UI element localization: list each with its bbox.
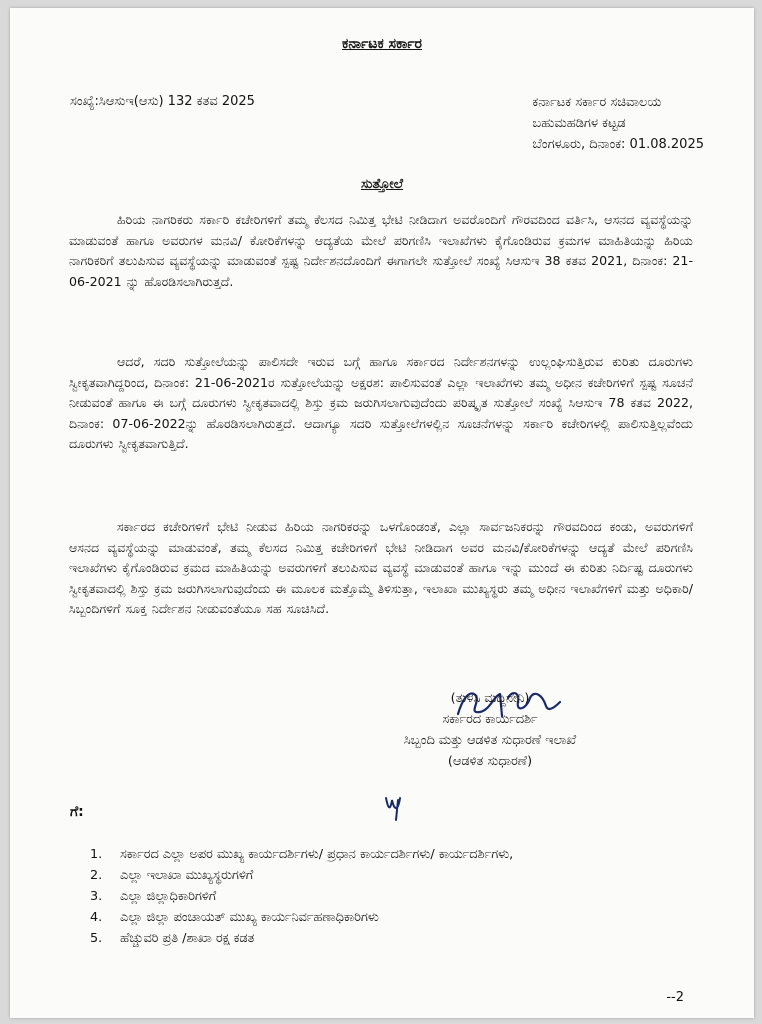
reference-number: ಸಂಖ್ಯೆ:ಸಿಆಸುಇ(ಆಸು) 132 ಕತವ 2025: [70, 94, 255, 109]
body-paragraph-3: ಸರ್ಕಾರದ ಕಚೇರಿಗಳಿಗೆ ಭೇಟಿ ನೀಡುವ ಹಿರಿಯ ನಾಗರಿಕರನ್ನು ಒಳಗೊಂಡಂತೆ, ಎಲ್ಲಾ ಸಾರ್ವಜನಿಕರನ್ನು ಗೌರವದಿಂದ ಕಂಡು, ಅವರುಗಳಿಗೆ ಆಸನದ ವ್ಯವಸ್ಥೆಯನ್ನು ಮಾಡುವಂತೆ, ತಮ್ಮ ಕೆಲಸದ ನಿಮಿತ್ತ ಕಚೇರಿಗಳಿಗೆ ಭೇಟಿ ನೀಡಿದಾಗ ಅವರ ಮನವಿ/ಕೋರಿಕೆಗಳನ್ನು ಆದ್ಯತೆ ಮೇಲೆ ಪರಿಗಣಿಸಿ ಇಲಾಖೆಗಳು ಕೈಗೊಂಡಿರುವ ಕ್ರಮದ ಮಾಹಿತಿಯನ್ನು ಅವರುಗಳಿಗೆ ತಲುಪಿಸುವ ವ್ಯವಸ್ಥೆ ಮಾಡುವಂತೆ ಹಾಗೂ ಇನ್ನು ಮುಂದೆ ಈ ಕುರಿತು ನಿರ್ದಿಷ್ಟ ದೂರುಗಳು ಸ್ವೀಕೃತವಾದಲ್ಲಿ ಶಿಸ್ತು ಕ್ರಮ ಜರುಗಿಸಲಾಗುವುದೆಂದು ಈ ಮೂಲಕ ಮತ್ತೊಮ್ಮೆ ತಿಳಿಸುತ್ತಾ, ಇಲಾಖಾ ಮುಖ್ಯಸ್ಥರು ತಮ್ಮ ಅಧೀನ ಇಲಾಖೆಗಳಿಗೆ ಮತ್ತು ಅಧಿಕಾರಿ/ಸಿಬ್ಬಂದಿಗಳಿಗೆ ಸೂಕ್ತ ನಿರ್ದೇಶನ ನೀಡುವಂತೆಯೂ ಸಹ ಸೂಚಿಸಿದೆ.: [69, 519, 693, 616]
signature-block: [360, 688, 620, 772]
document-page: [10, 8, 754, 1018]
address-line-2: ಬಹುಮಹಡಿಗಳ ಕಟ್ಟಡ: [532, 116, 626, 131]
list-item: [90, 907, 670, 928]
distribution-list: [90, 844, 670, 949]
signatory-designation: ಸರ್ಕಾರದ ಕಾರ್ಯದರ್ಶಿ: [442, 712, 538, 727]
list-item-number: 1.: [90, 847, 103, 862]
recipients-label: ಗೆ:: [70, 804, 84, 820]
government-header: ಕರ್ನಾಟಕ ಸರ್ಕಾರ: [342, 36, 422, 52]
list-item-number: 4.: [90, 910, 103, 925]
list-item: [90, 865, 670, 886]
signatory-section: (ಆಡಳಿತ ಸುಧಾರಣೆ): [447, 754, 533, 769]
address-line-1: ಕರ್ನಾಟಕ ಸರ್ಕಾರ ಸಚಿವಾಲಯ: [532, 95, 662, 110]
list-item-text: ಹೆಚ್ಚುವರಿ ಪ್ರತಿ /ಶಾಖಾ ರಕ್ಷ ಕಡತ: [120, 931, 255, 946]
signatory-department: ಸಿಬ್ಬಂದಿ ಮತ್ತು ಆಡಳಿತ ಸುಧಾರಣೆ ಇಲಾಖೆ: [403, 733, 577, 748]
signatory-name: (ತುಳಸಿ ಮದ್ದಿನೇನಿ): [450, 691, 530, 706]
list-item: [90, 844, 670, 865]
address-date-line: ಬೆಂಗಳೂರು, ದಿನಾಂಕ: 01.08.2025: [532, 137, 704, 152]
list-item-number: 3.: [90, 889, 103, 904]
list-item: [90, 886, 670, 907]
circular-title: ಸುತ್ತೋಲೆ: [360, 176, 404, 192]
body-paragraph-1: ಹಿರಿಯ ನಾಗರಿಕರು ಸರ್ಕಾರಿ ಕಚೇರಿಗಳಿಗೆ ತಮ್ಮ ಕೆಲಸದ ನಿಮಿತ್ತ ಭೇಟಿ ನೀಡಿದಾಗ ಅವರೊಂದಿಗೆ ಗೌರವದಿಂದ ವರ್ತಿಸಿ, ಆಸನದ ವ್ಯವಸ್ಥೆಯನ್ನು ಮಾಡುವಂತೆ ಹಾಗೂ ಅವರುಗಳ ಮನವಿ/ ಕೋರಿಕೆಗಳನ್ನು ಆದ್ಯತೆಯ ಮೇಲೆ ಪರಿಗಣಿಸಿ ಇಲಾಖೆಗಳು ಕೈಗೊಂಡಿರುವ ಕ್ರಮಗಳ ಮಾಹಿತಿಯನ್ನು ಹಿರಿಯ ನಾಗರಿಕರಿಗೆ ತಲುಪಿಸುವ ವ್ಯವಸ್ಥೆಯನ್ನು ಮಾಡುವಂತೆ ಸ್ಪಷ್ಟ ನಿರ್ದೇಶನದೊಂದಿಗೆ ಈಗಾಗಲೇ ಸುತ್ತೋಲೆ ಸಂಖ್ಯೆ ಸಿಆಸುಇ 38 ಕತವ 2021, ದಿನಾಂಕ: 21-06-2021 ನ್ನು ಹೊರಡಿಸಲಾಗಿರುತ್ತದೆ.: [69, 212, 693, 289]
list-item-number: 5.: [90, 931, 103, 946]
list-item-text: ಸರ್ಕಾರದ ಎಲ್ಲಾ ಅಪರ ಮುಖ್ಯ ಕಾರ್ಯದರ್ಶಿಗಳು/ ಪ್ರಧಾನ ಕಾರ್ಯದರ್ಶಿಗಳು/ ಕಾರ್ಯದರ್ಶಿಗಳು,: [120, 847, 514, 862]
list-item-number: 2.: [90, 868, 103, 883]
initials-mark: [380, 788, 416, 824]
list-item-text: ಎಲ್ಲಾ ಇಲಾಖಾ ಮುಖ್ಯಸ್ಥರುಗಳಿಗೆ: [120, 868, 254, 883]
list-item: [90, 928, 670, 949]
list-item-text: ಎಲ್ಲಾ ಜಿಲ್ಲಾ ಪಂಚಾಯತ್ ಮುಖ್ಯ ಕಾರ್ಯನಿರ್ವಹಣಾಧಿಕಾರಿಗಳು: [120, 910, 379, 925]
body-paragraph-2: ಆದರೆ, ಸದರಿ ಸುತ್ತೋಲೆಯನ್ನು ಪಾಲಿಸದೇ ಇರುವ ಬಗ್ಗೆ ಹಾಗೂ ಸರ್ಕಾರದ ನಿರ್ದೇಶನಗಳನ್ನು ಉಲ್ಲಂಘಿಸುತ್ತಿರುವ ಕುರಿತು ದೂರುಗಳು ಸ್ವೀಕೃತವಾಗಿದ್ದರಿಂದ, ದಿನಾಂಕ: 21-06-2021ರ ಸುತ್ತೋಲೆಯನ್ನು ಅಕ್ಷರಶ: ಪಾಲಿಸುವಂತೆ ಎಲ್ಲಾ ಇಲಾಖೆಗಳು ತಮ್ಮ ಅಧೀನ ಕಚೇರಿಗಳಿಗೆ ಸ್ಪಷ್ಟ ಸೂಚನೆ ನೀಡುವಂತೆ ಹಾಗೂ ಈ ಬಗ್ಗೆ ದೂರುಗಳು ಸ್ವೀಕೃತವಾದಲ್ಲಿ ಶಿಸ್ತು ಕ್ರಮ ಜರುಗಿಸಲಾಗುವುದೆಂದು ಪರಿಷ್ಕೃತ ಸುತ್ತೋಲೆ ಸಂಖ್ಯೆ ಸಿಆಸುಇ 78 ಕತವ 2022, ದಿನಾಂಕ: 07-06-2022ನ್ನು ಹೊರಡಿಸಲಾಗಿರುತ್ತದೆ. ಆದಾಗ್ಯೂ ಸದರಿ ಸುತ್ತೋಲೆಗಳಲ್ಲಿನ ಸೂಚನೆಗಳನ್ನು ಸರ್ಕಾರಿ ಕಚೇರಿಗಳಲ್ಲಿ ಪಾಲಿಸುತ್ತಿಲ್ಲವೆಂದು ದೂರುಗಳು ಸ್ವೀಕೃತವಾಗುತ್ತಿದೆ.: [69, 354, 693, 451]
list-item-text: ಎಲ್ಲಾ ಜಿಲ್ಲಾಧಿಕಾರಿಗಳಿಗೆ: [120, 889, 217, 904]
page-number: --2: [666, 990, 684, 1005]
office-address: [532, 92, 704, 155]
